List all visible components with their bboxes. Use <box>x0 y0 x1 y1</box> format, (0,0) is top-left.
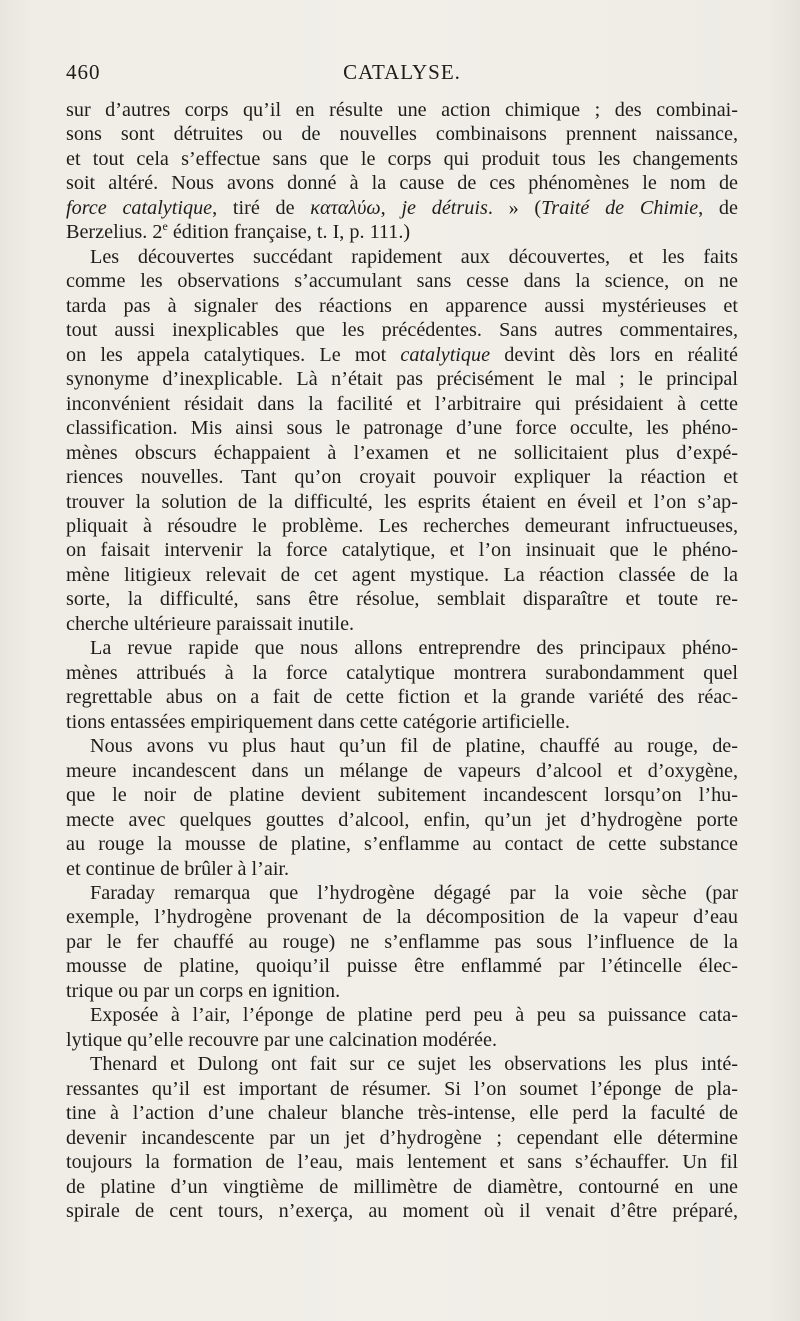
text-line: sur d’autres corps qu’il en résulte une action chimique ; des combinai- <box>66 99 738 121</box>
text-line: toujours la formation de l’eau, mais lentement et sans s’échauffer. Un fil <box>66 1151 738 1174</box>
text-line: et continue de brûler à l’air. <box>66 857 290 880</box>
text-line: mènes obscurs échappaient à l’examen et ne sollicitaient plus d’expé- <box>66 441 738 464</box>
italic-text: catalytique <box>400 343 491 366</box>
paragraph <box>66 1052 738 1223</box>
paragraph <box>66 98 738 245</box>
text-line: riences nouvelles. Tant qu’on croyait pouvoir expliquer la réaction et <box>66 466 738 489</box>
text-segment: édition française, t. I, p. 111.) <box>167 221 411 244</box>
text-line: lytique qu’elle recouvre par une calcination modérée. <box>66 1028 498 1051</box>
text-line: pliquait à résoudre le problème. Les recherches demeurant infructueuses, <box>66 514 738 537</box>
page-number: 460 <box>66 60 101 84</box>
text-line: meure incandescent dans un mélange de vapeurs d’alcool et d’oxygène, <box>66 759 738 782</box>
text-segment: , tiré de <box>212 196 311 219</box>
text-line: tions entassées empiriquement dans cette catégorie artificielle. <box>66 710 570 733</box>
superscript: e <box>162 219 168 234</box>
text-line <box>66 196 738 220</box>
text-line: sons sont détruites ou de nouvelles combinaisons prennent naissance, <box>66 123 738 146</box>
text-line: mousse de platine, quoiqu’il puisse être enflammé par l’étincelle élec- <box>66 955 738 978</box>
text-line: soit altéré. Nous avons donné à la cause de ces phénomènes le nom de <box>66 172 738 195</box>
italic-text: je détruis <box>401 196 488 219</box>
text-segment: , <box>380 196 402 219</box>
text-line: tine à l’action d’une chaleur blanche très-intense, elle perd la faculté de <box>66 1102 738 1125</box>
text-line: Nous avons vu plus haut qu’un fil de platine, chauffé au rouge, de- <box>90 735 738 758</box>
running-title: CATALYSE. <box>343 60 461 84</box>
paragraph <box>66 734 738 881</box>
paragraph <box>66 636 738 734</box>
text-segment: devint dès lors en réalité <box>490 343 738 366</box>
text-line: Les découvertes succédant rapidement aux découvertes, et les faits <box>90 245 738 268</box>
text-line <box>66 220 738 244</box>
text-line: inconvénient résidait dans la facilité et l’arbitraire qui présidaient à cette <box>66 392 738 415</box>
text-line: mènes attribués à la force catalytique montrera surabondamment quel <box>66 661 738 684</box>
text-line: Faraday remarqua que l’hydrogène dégagé par la voie sèche (par <box>90 882 738 904</box>
text-line: Thenard et Dulong ont fait sur ce sujet les observations les plus inté- <box>90 1053 738 1076</box>
paragraph <box>66 245 738 637</box>
text-line: cherche ultérieure paraissait inutile. <box>66 612 355 635</box>
paragraph <box>66 881 738 1003</box>
text-line: tout aussi inexplicables que les précédentes. Sans autres commentaires, <box>66 319 738 342</box>
text-line: exemple, l’hydrogène provenant de la décomposition de la vapeur d’eau <box>66 906 738 929</box>
text-line: et tout cela s’effectue sans que le corps qui produit tous les changements <box>66 147 738 170</box>
body-text <box>66 98 738 1224</box>
paragraph <box>66 1003 738 1052</box>
text-line <box>66 343 738 367</box>
text-line: trouver la solution de la difficulté, les esprits étaient en éveil et l’on s’ap- <box>66 490 738 513</box>
text-segment: Berzelius. 2 <box>66 221 163 244</box>
text-line: devenir incandescente par un jet d’hydrogène ; cependant elle détermine <box>66 1126 738 1149</box>
text-line: de platine d’un vingtième de millimètre de diamètre, contourné en une <box>66 1175 738 1198</box>
italic-text: force catalytique <box>66 196 213 219</box>
text-line: par le fer chauffé au rouge) ne s’enflamme pas sous l’influence de la <box>66 930 738 953</box>
text-line: comme les observations s’accumulant sans cesse dans la science, on ne <box>66 270 738 293</box>
text-line: synonyme d’inexplicable. Là n’était pas précisément le mal ; le principal <box>66 368 738 391</box>
text-line: au rouge la mousse de platine, s’enflamme au contact de cette substance <box>66 833 738 856</box>
text-line: classification. Mis ainsi sous le patronage d’une force occulte, les phéno- <box>66 417 738 440</box>
text-line: mecte avec quelques gouttes d’alcool, enfin, qu’un jet d’hydrogène porte <box>66 808 738 831</box>
italic-text: καταλύω <box>310 196 381 219</box>
running-header <box>66 60 738 92</box>
text-segment: . » ( <box>487 196 542 219</box>
text-line: trique ou par un corps en ignition. <box>66 979 341 1002</box>
text-line: on faisait intervenir la force catalytique, et l’on insinuait que le phéno- <box>66 539 738 562</box>
text-line: sorte, la difficulté, sans être résolue, semblait disparaître et toute re- <box>66 588 738 611</box>
text-line: que le noir de platine devient subitement incandescent lorsqu’on l’hu- <box>66 784 738 807</box>
text-segment: , de <box>698 196 738 219</box>
italic-text: Traité de Chimie <box>541 196 699 219</box>
text-line: mène litigieux relevait de cet agent mystique. La réaction classée de la <box>66 563 738 586</box>
text-segment: on les appela catalytiques. Le mot <box>66 343 401 366</box>
text-line: spirale de cent tours, n’exerça, au moment où il venait d’être préparé, <box>66 1200 738 1223</box>
text-line: La revue rapide que nous allons entreprendre des principaux phéno- <box>90 637 738 660</box>
text-line: tarda pas à signaler des réactions en apparence aussi mystérieuses et <box>66 294 738 317</box>
text-line: regrettable abus on a fait de cette fiction et la grande variété des réac- <box>66 686 738 709</box>
text-line: ressantes qu’il est important de résumer. Si l’on soumet l’éponge de pla- <box>66 1077 738 1100</box>
text-line: Exposée à l’air, l’éponge de platine perd peu à peu sa puissance cata- <box>90 1004 738 1027</box>
